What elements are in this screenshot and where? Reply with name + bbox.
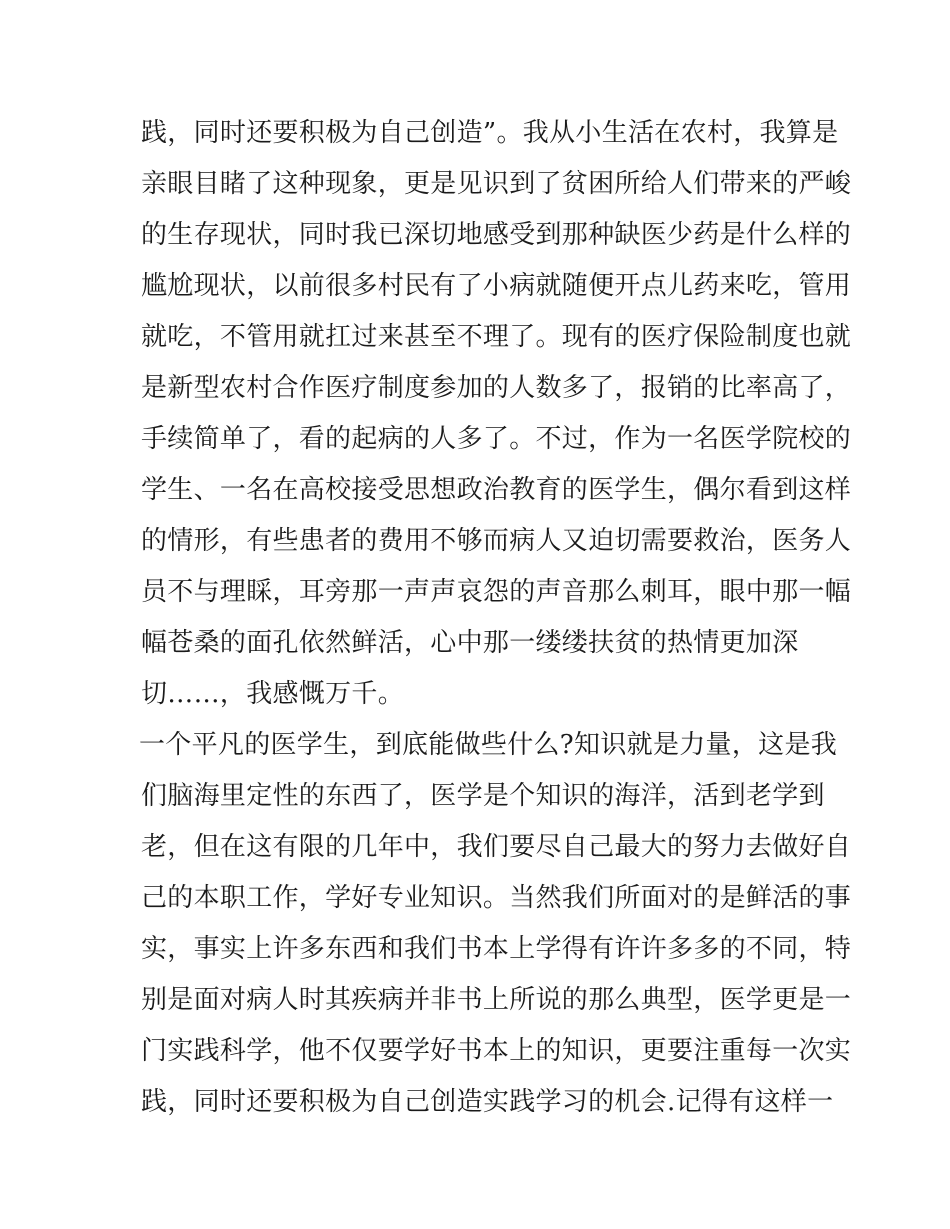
text-line: 学生、一名在高校接受思想政治教育的医学生，偶尔看到这样 [141,475,852,505]
text-line: 己的本职工作，学好专业知识。当然我们所面对的是鲜活的事 [141,883,852,913]
text-line: 亲眼目睹了这种现象，更是见识到了贫困所给人们带来的严峻 [141,169,852,199]
text-line: 是新型农村合作医疗制度参加的人数多了，报销的比率高了， [141,373,852,403]
text-line: 切……，我感慨万千。 [141,679,405,709]
text-line: 员不与理睬，耳旁那一声声哀怨的声音那么刺耳，眼中那一幅 [141,577,852,607]
text-line: 践，同时还要积极为自己创造实践学习的机会.记得有这样一 [141,1087,834,1117]
text-line: 实，事实上许多东西和我们书本上学得有许许多多的不同，特 [141,934,852,964]
text-line: 老，但在这有限的几年中，我们要尽自己最大的努力去做好自 [141,832,852,862]
text-line: 手续简单了，看的起病的人多了。不过，作为一名医学院校的 [141,424,852,454]
text-line: 尴尬现状，以前很多村民有了小病就随便开点儿药来吃，管用 [141,271,852,301]
text-line: 一个平凡的医学生，到底能做些什么?知识就是力量，这是我 [139,730,838,760]
text-line: 幅苍桑的面孔依然鲜活，心中那一缕缕扶贫的热情更加深 [141,628,799,658]
text-line: 别是面对病人时其疾病并非书上所说的那么典型，医学更是一 [141,985,852,1015]
text-line: 的情形，有些患者的费用不够而病人又迫切需要救治，医务人 [141,526,852,556]
text-line: 就吃，不管用就扛过来甚至不理了。现有的医疗保险制度也就 [141,322,852,352]
text-line: 们脑海里定性的东西了，医学是个知识的海洋，活到老学到 [141,781,825,811]
paragraph-1 [141,108,852,720]
document-body [139,108,852,1128]
paragraph-2 [139,720,852,1128]
text-line: 门实践科学，他不仅要学好书本上的知识，更要注重每一次实 [141,1036,852,1066]
text-line: 的生存现状，同时我已深切地感受到那种缺医少药是什么样的 [141,220,852,250]
text-line: 践，同时还要积极为自己创造”。我从小生活在农村，我算是 [141,118,839,148]
